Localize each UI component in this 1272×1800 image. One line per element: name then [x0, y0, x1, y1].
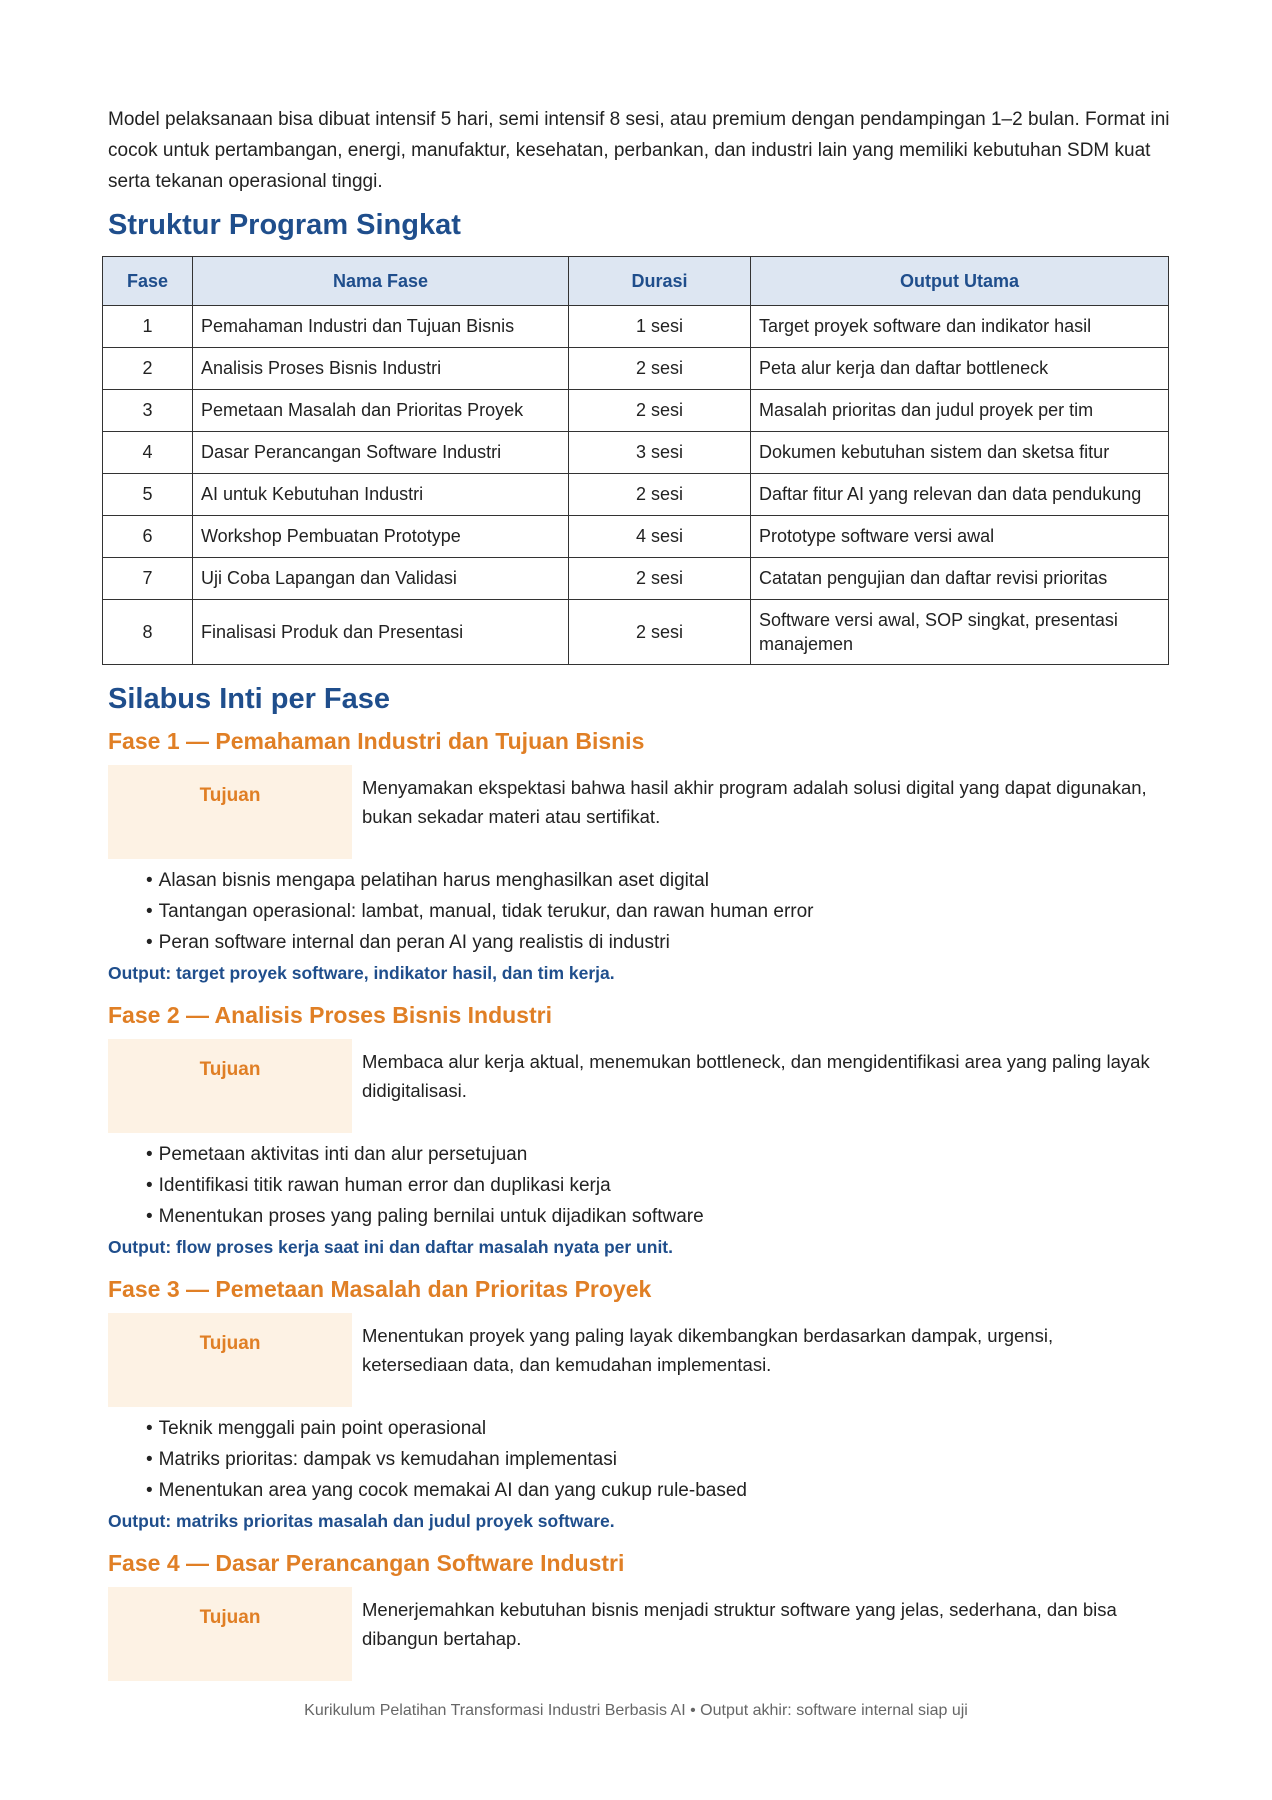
cell-durasi: 2 sesi [569, 558, 751, 600]
cell-nama-fase: Analisis Proses Bisnis Industri [193, 348, 569, 390]
header-fase: Fase [103, 257, 193, 306]
tujuan-text: Menerjemahkan kebutuhan bisnis menjadi struktur software yang jelas, sederhana, dan bisa dibangun bertahap. [362, 1599, 1117, 1649]
cell-fase: 2 [103, 348, 193, 390]
cell-output: Software versi awal, SOP singkat, presentasi manajemen [751, 600, 1169, 665]
structure-table [102, 256, 1169, 665]
cell-fase: 3 [103, 390, 193, 432]
intro-paragraph: Model pelaksanaan bisa dibuat intensif 5 hari, semi intensif 8 sesi, atau premium dengan pendampingan 1–2 bulan. Format ini cocok untuk pertambangan, energi, manufaktur, kesehatan, perbankan, dan industri lain yang memiliki kebutuhan SDM kuat serta tekanan operasional tinggi. [108, 109, 1170, 192]
cell-durasi: 4 sesi [569, 516, 751, 558]
table-row [103, 516, 1169, 558]
list-item: • Tantangan operasional: lambat, manual, tidak terukur, dan rawan human error [146, 896, 1174, 927]
cell-output: Target proyek software dan indikator hasil [751, 306, 1169, 348]
structure-heading: Struktur Program Singkat [108, 209, 461, 241]
phase-title: Fase 2 — Analisis Proses Bisnis Industri [108, 1002, 552, 1028]
tujuan-text: Menentukan proyek yang paling layak dikembangkan berdasarkan dampak, urgensi, ketersediaan data, dan kemudahan implementasi. [362, 1325, 1054, 1375]
phase-output: Output: target proyek software, indikator hasil, dan tim kerja. [108, 963, 615, 983]
list-item: • Peran software internal dan peran AI yang realistis di industri [146, 927, 1174, 958]
table-row [103, 390, 1169, 432]
page-footer: Kurikulum Pelatihan Transformasi Industri Berbasis AI • Output akhir: software internal siap uji [304, 1702, 968, 1719]
cell-output: Daftar fitur AI yang relevan dan data pendukung [751, 474, 1169, 516]
header-durasi: Durasi [569, 257, 751, 306]
tujuan-label: Tujuan [108, 1039, 352, 1133]
cell-durasi: 3 sesi [569, 432, 751, 474]
bullet-list [108, 1413, 1174, 1506]
tujuan-row [108, 1313, 1174, 1407]
cell-nama-fase: Pemetaan Masalah dan Prioritas Proyek [193, 390, 569, 432]
header-nama-fase: Nama Fase [193, 257, 569, 306]
cell-fase: 1 [103, 306, 193, 348]
cell-output: Dokumen kebutuhan sistem dan sketsa fitur [751, 432, 1169, 474]
cell-durasi: 2 sesi [569, 390, 751, 432]
tujuan-row [108, 1039, 1174, 1133]
phase-output: Output: flow proses kerja saat ini dan daftar masalah nyata per unit. [108, 1237, 673, 1257]
list-item: • Menentukan proses yang paling bernilai untuk dijadikan software [146, 1201, 1174, 1232]
cell-nama-fase: Workshop Pembuatan Prototype [193, 516, 569, 558]
cell-fase: 5 [103, 474, 193, 516]
tujuan-label: Tujuan [108, 1313, 352, 1407]
table-row [103, 558, 1169, 600]
phase-section-2 [108, 1002, 1174, 1262]
cell-nama-fase: Finalisasi Produk dan Presentasi [193, 600, 569, 665]
tujuan-label: Tujuan [108, 765, 352, 859]
list-item: • Identifikasi titik rawan human error dan duplikasi kerja [146, 1170, 1174, 1201]
cell-output: Prototype software versi awal [751, 516, 1169, 558]
cell-durasi: 2 sesi [569, 600, 751, 665]
list-item: • Menentukan area yang cocok memakai AI dan yang cukup rule-based [146, 1475, 1174, 1506]
cell-durasi: 2 sesi [569, 348, 751, 390]
tujuan-row [108, 1587, 1174, 1681]
table-row [103, 474, 1169, 516]
list-item: • Matriks prioritas: dampak vs kemudahan implementasi [146, 1444, 1174, 1475]
table-row [103, 600, 1169, 665]
table-header-row [103, 257, 1169, 306]
list-item: • Pemetaan aktivitas inti dan alur persetujuan [146, 1139, 1174, 1170]
cell-durasi: 1 sesi [569, 306, 751, 348]
phase-title: Fase 4 — Dasar Perancangan Software Industri [108, 1550, 625, 1576]
cell-nama-fase: Dasar Perancangan Software Industri [193, 432, 569, 474]
list-item: • Teknik menggali pain point operasional [146, 1413, 1174, 1444]
cell-fase: 6 [103, 516, 193, 558]
table-row [103, 432, 1169, 474]
phase-title: Fase 3 — Pemetaan Masalah dan Prioritas Proyek [108, 1276, 652, 1302]
cell-output: Masalah prioritas dan judul proyek per tim [751, 390, 1169, 432]
syllabus-heading: Silabus Inti per Fase [108, 683, 391, 715]
phase-output: Output: matriks prioritas masalah dan judul proyek software. [108, 1511, 615, 1531]
cell-output: Catatan pengujian dan daftar revisi prioritas [751, 558, 1169, 600]
cell-fase: 8 [103, 600, 193, 665]
cell-durasi: 2 sesi [569, 474, 751, 516]
bullet-list [108, 865, 1174, 958]
tujuan-text: Membaca alur kerja aktual, menemukan bottleneck, dan mengidentifikasi area yang paling layak didigitalisasi. [362, 1051, 1150, 1101]
bullet-list [108, 1139, 1174, 1232]
list-item: • Alasan bisnis mengapa pelatihan harus menghasilkan aset digital [146, 865, 1174, 896]
tujuan-text: Menyamakan ekspektasi bahwa hasil akhir program adalah solusi digital yang dapat digunakan, bukan sekadar materi atau sertifikat. [362, 777, 1147, 827]
phase-title: Fase 1 — Pemahaman Industri dan Tujuan Bisnis [108, 728, 645, 754]
phase-section-1 [108, 728, 1174, 988]
tujuan-row [108, 765, 1174, 859]
cell-nama-fase: AI untuk Kebutuhan Industri [193, 474, 569, 516]
cell-output: Peta alur kerja dan daftar bottleneck [751, 348, 1169, 390]
document-page [108, 104, 1174, 1681]
table-row [103, 306, 1169, 348]
cell-nama-fase: Uji Coba Lapangan dan Validasi [193, 558, 569, 600]
header-output-utama: Output Utama [751, 257, 1169, 306]
cell-fase: 7 [103, 558, 193, 600]
table-row [103, 348, 1169, 390]
cell-fase: 4 [103, 432, 193, 474]
cell-nama-fase: Pemahaman Industri dan Tujuan Bisnis [193, 306, 569, 348]
phase-section-4 [108, 1550, 1174, 1681]
phase-section-3 [108, 1276, 1174, 1536]
tujuan-label: Tujuan [108, 1587, 352, 1681]
